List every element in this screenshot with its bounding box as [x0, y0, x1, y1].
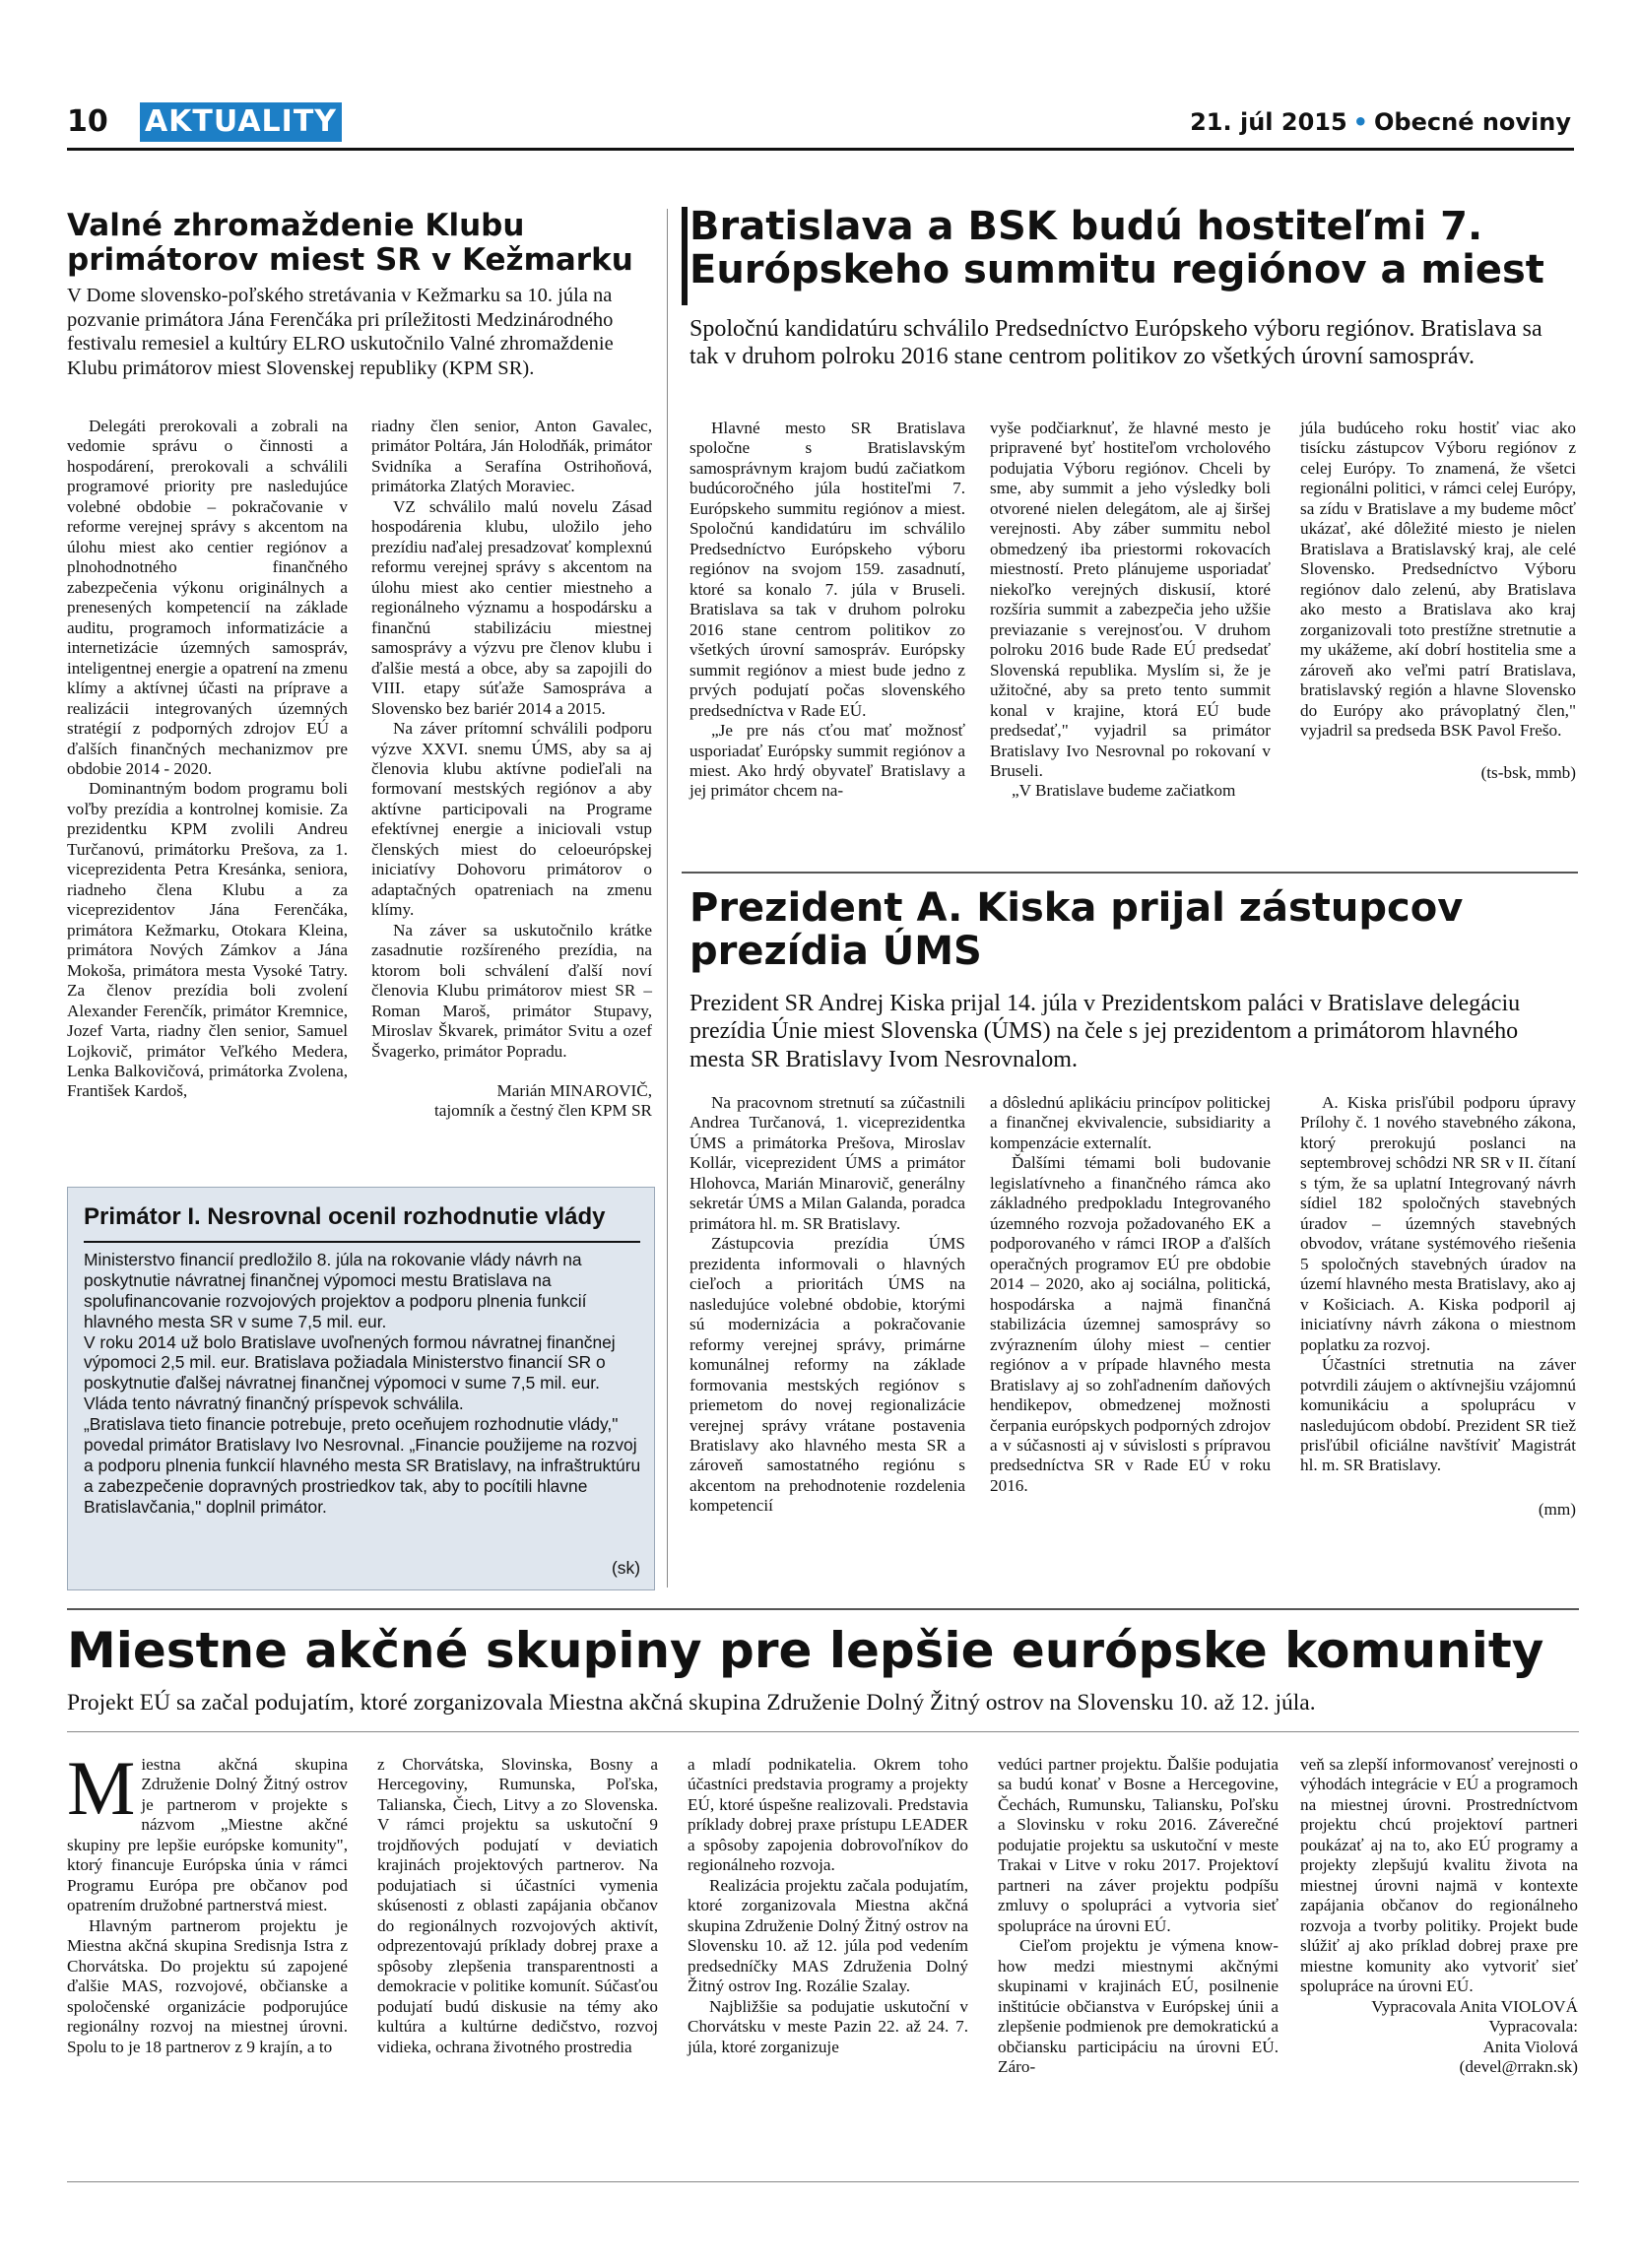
paragraph: riadny člen senior, Anton Gavalec, primátor Poltára, Ján Holodňák, primátor Svidníka a Serafína Ostrihoňová, primátorka Zlatých Moraviec.	[371, 417, 652, 496]
paragraph: Účastníci stretnutia na záver potvrdili záujem o aktívnejšiu vzájomnú komunikáciu a spoluprácu v nasledujúcom období. Prezident SR tiež prisľúbil oficiálne navštíviť Magistrát hl. m. SR Bratislavy.	[1300, 1355, 1576, 1475]
article4-column-4	[998, 1755, 1279, 2078]
article2-title: Bratislava a BSK budú hostiteľmi 7. Európskeho summitu regiónov a miest	[689, 204, 1544, 292]
column-divider	[667, 209, 668, 1588]
article4-column-5	[1300, 1755, 1578, 2078]
article2-signature: (ts-bsk, mmb)	[1480, 762, 1576, 782]
article3-lead: Prezident SR Andrej Kiska prijal 14. júla v Prezidentskom paláci v Bratislave delegáciu prezídia Únie miest Slovenska (ÚMS) na čele s jej prezidentom a primátorom hlavného mesta SR Bratislavy Ivom Nesrovnalom.	[689, 991, 1521, 1072]
info-box	[67, 1187, 655, 1590]
signature-email: (devel@rrakn.sk)	[1459, 2057, 1578, 2077]
article1-column-2	[371, 417, 652, 1122]
paragraph: Realizácia projektu začala podujatím, ktoré zorganizovala Miestna akčná skupina Združenie Dolný Žitný ostrov na Slovensku 10. až 12. júla pod vedením predsedníčky MAS Združenia Dolný Žitný ostrov Ing. Rozálie Szalay.	[688, 1875, 968, 1996]
footer-rule	[67, 2181, 1579, 2182]
paragraph: Zástupcovia prezídia ÚMS prezidenta informovali o hlavných cieľoch a prioritách ÚMS na nasledujúce volebné obdobie, ktorými sú modernizácia a pokračovanie reformy verejnej správy, primárne komunálnej reformy na základe formovania mestských regiónov s priemetom do novej regionalizácie verejnej správy vrátane postavenia Bratislavy ako hlavného mesta SR a zároveň samostatného regiónu s akcentom na prehodnotenie rozdelenia kompetencií	[689, 1234, 965, 1516]
issue-date: 21. júl 2015	[1190, 108, 1347, 136]
paragraph: Na pracovnom stretnutí sa zúčastnili Andrea Turčanová, 1. viceprezidentka ÚMS a primátorka Prešova, Miroslav Kollár, viceprezident ÚMS a primátor Hlohovca, Marián Minarovič, generálny sekretár ÚMS a Milan Galanda, poradca primátora hl. m. SR Bratislavy.	[689, 1093, 965, 1233]
article4-column-1	[67, 1745, 348, 2057]
article3-title: Prezident A. Kiska prijal zástupcov prezídia ÚMS	[689, 885, 1464, 974]
article1-title: Valné zhromaždenie Klubu primátorov miest SR v Kežmarku	[67, 208, 633, 278]
article4-title: Miestne akčné skupiny pre lepšie európske komunity	[67, 1622, 1544, 1679]
paragraph: a mladí podnikatelia. Okrem toho účastníci predstavia programy a projekty EÚ, ktoré úspešne realizovali. Predstavia príklady dobrej praxe prístupu LEADER a spôsoby zapojenia dobrovoľníkov do regionálneho rozvoja.	[688, 1755, 968, 1875]
paragraph: Na záver sa uskutočnilo krátke zasadnutie rozšíreného prezídia, na ktorom boli schválení ďalší noví členovia Klubu primátorov miest SR – Roman Maroš, primátor Stupavy, Miroslav Škvarek, primátor Svitu a ozef Švagerko, primátor Popradu.	[371, 920, 652, 1061]
paragraph: Na záver prítomní schválili podporu výzve XXVI. snemu ÚMS, aby sa aj členovia klubu aktívne podieľali na formovaní mestských regiónov a aby aktívne participovali na Programe efektívnej energie a iniciovali vstup členských miest do celoeurópskej iniciatívy Dohovoru primátorov o adaptačných opatreniach na zmenu klímy.	[371, 719, 652, 920]
article2-column-2	[990, 419, 1271, 802]
signature-title: tajomník a čestný člen KPM SR	[433, 1101, 652, 1121]
paragraph: a dôslednú aplikáciu princípov politickej a finančnej ekvivalencie, subsidiarity a kompenzácie externalít.	[990, 1093, 1271, 1152]
paragraph: VZ schválilo malú novelu Zásad hospodárenia klubu, uložilo jeho prezídiu naďalej presadzovať komplexnú reformu verejnej správy s akcentom na úlohu miest ako centier miestneho a regionálneho významu a hospodársku a finančnú stabilizáciu miestnej samosprávy a výzvu pre členov klubu i ďalšie mestá a obce, aby sa zapojili do VIII. etapy súťaže Samospráva a Slovensko bez bariér 2014 a 2015.	[371, 496, 652, 718]
signature-name: Marián MINAROVIČ,	[496, 1081, 652, 1100]
article4-column-3	[688, 1755, 968, 2057]
paragraph: júla budúceho roku hostiť viac ako tisícku zástupcov Výboru regiónov z celej Európy. To znamená, že všetci regionálni politici, v rámci celej Európy, sa zídu v Bratislave a my budeme môcť ukázať, aké dôležité miesto je nielen Bratislava a Bratislavský kraj, ale celé Slovensko. Predsedníctvo Výboru regiónov dalo zelenú, aby Bratislava ako mesto a Bratislava ako kraj zorganizovali toto prestížne stretnutie a my ukážeme, akí dobrí hostitelia sme a zároveň ako veľmi patrí Bratislava, bratislavský región a hlavne Slovensko do Európy ako právoplatný člen," vyjadril sa predseda BSK Pavol Frešo.	[1300, 419, 1576, 741]
signature-line: Vypracovala:	[1488, 2017, 1578, 2037]
info-box-body	[84, 1250, 645, 1517]
article4-rule	[67, 1731, 1579, 1732]
article3-column-3	[1300, 1093, 1576, 1520]
paragraph	[67, 1745, 348, 1916]
signature-line: Vypracovala Anita VIOLOVÁ	[1371, 1996, 1578, 2016]
paragraph: V roku 2014 už bolo Bratislave uvoľnených formou návratnej finančnej výpomoci 2,5 mil. eur. Bratislava požiadala Ministerstvo financií SR o poskytnutie ďalšej návratnej finančnej výpomoci v sume 7,5 mil. eur. Vláda tento návratný finančný príspevok schválila.	[84, 1331, 616, 1414]
paragraph: Delegáti prerokovali a zobrali na vedomie správu o činnosti a hospodárení, prerokovali a schválili programové priority pre nasledujúce volebné obdobie – pokračovanie v reforme verejnej správy s akcentom na úlohu miest ako centier regiónov a plnohodnotného finančného zabezpečenia výkonu originálnych a prenesených kompetencií na základe auditu, programoch informatizácie a internetizácie územných samospráv, inteligentnej energie a opatrení na zmenu klímy a aktívnej účasti na príprave a realizácii integrovaných územných stratégií z podporných zdrojov EÚ a ďalších finančných mechanizmov pre obdobie 2014 - 2020.	[67, 417, 348, 778]
paragraph: vyše podčiarknuť, že hlavné mesto je pripravené byť hostiteľom vrcholového podujatia Výboru regiónov. Chceli by sme, aby summit a jeho výsledky boli otvorené nielen delegátom, ale aj širšej verejnosti. Aby záber summitu nebol obmedzený iba priestormi rokovacích miestností. Preto plánujeme usporiadať niekoľko verejných diskusií, ktoré rozšíria summit a zabezpečia jeho užšie previazanie s verejnosťou. V druhom polroku 2016 bude Rade EÚ predsedať Slovenská republika. Myslím si, že je užitočné, aby sa preto tento summit konal v krajine, ktorá EÚ bude predsedať," vyjadril sa primátor Bratislavy Ivo Nesrovnal po rokovaní v Bruseli.	[990, 419, 1271, 780]
info-box-title: Primátor I. Nesrovnal ocenil rozhodnutie vlády	[84, 1203, 606, 1230]
article4-column-2	[377, 1755, 658, 2057]
publication-name: Obecné noviny	[1374, 108, 1571, 136]
paragraph: Najbližšie sa podujatie uskutoční v Chorvátsku v meste Pazin 22. až 24. 7. júla, ktoré zorganizuje	[688, 1996, 968, 2056]
article2-lead: Spoločnú kandidatúru schválilo Predsedníctvo Európskeho výboru regiónov. Bratislava sa tak v druhom polroku 2016 stane centrom politikov zo všetkých úrovní samospráv.	[689, 316, 1542, 370]
paragraph: Hlavné mesto SR Bratislava spoločne s Bratislavským samosprávnym krajom budú začiatkom budúcoročného júla hostiteľmi 7. Európskeho summitu regiónov a miest. Spoločnú kandidatúru im schválilo Predsedníctvo Európskeho výboru regiónov na svojom 159. zasadnutí, ktoré sa konalo 7. júla v Bruseli. Bratislava sa tak v druhom polroku 2016 stane centrom politikov zo všetkých úrovní samospráv. Európsky summit regiónov a miest bude jedno z prvých podujatí počas slovenského predsedníctva v Rade EÚ.	[689, 419, 965, 720]
article2-rule	[682, 207, 688, 305]
paragraph: Ďalšími témami boli budovanie legislatívneho a finančného rámca ako základného predpokladu Integrovaného územného rozvoja požadovaného EK a podporovaného v rámci IROP a ďalších operačných programov EÚ pre obdobie 2014 – 2020, ako aj sociálna, politická, hospodárska a najmä finančná stabilizácia územnej samosprávy so zvýraznením úlohy miest – centier regiónov a v prípade hlavného mesta Bratislavy aj so zohľadnením daňových hendikepov, obmedzenej možnosti čerpania európskych podporných zdrojov a v súčasnosti aj v súvislosti s prípravou predsedníctva SR v Rade EÚ v roku 2016.	[990, 1153, 1271, 1495]
article2-column-3	[1300, 419, 1576, 783]
article3-signature: (mm)	[1538, 1499, 1576, 1519]
header-rule	[67, 148, 1574, 151]
paragraph-text: iestna akčná skupina Združenie Dolný Žitný ostrov je partnerom v projekte s názvom „Miestne akčné skupiny pre lepšie európske komunity", ktorý financuje Európska únia v rámci Programu Európa pre občanov pod opatrením družobné partnerstvá miest.	[67, 1755, 348, 1915]
page-number: 10	[67, 104, 108, 139]
signature-line: Anita Violová	[1482, 2037, 1578, 2056]
paragraph: „Bratislava tieto financie potrebuje, preto oceňujem rozhodnutie vlády," povedal primátor Bratislavy Ivo Nesrovnal. „Financie použijeme na rozvoj a podporu plnenia funkcií hlavného mesta SR Bratislavy, na infraštruktúru a zabezpečenie dopravných prostriedkov tak, aby to pocítili hlavne Bratislavčania," doplnil primátor.	[84, 1414, 641, 1517]
paragraph: „Je pre nás cťou mať možnosť usporiadať Európsky summit regiónov a miest. Ako hrdý obyvateľ Bratislavy a jej primátor chcem na-	[689, 721, 965, 801]
paragraph: A. Kiska prisľúbil podporu úpravy Prílohy č. 1 nového stavebného zákona, ktorý prerokujú poslanci na septembrovej schôdzi NR SR v II. čítaní s tým, že sa uplatní Integrovaný návrh sídiel 182 spoločných stavebných úradov – územných stavebných obvodov, vrátane systémového riešenia 5 spoločných stavebných úradov na území hlavného mesta Bratislavy, ako aj v Košiciach. A. Kiska podporil aj iniciatívny návrh zákona o miestnom poplatku za rozvoj.	[1300, 1093, 1576, 1354]
paragraph: z Chorvátska, Slovinska, Bosny a Hercegoviny, Rumunska, Poľska, Talianska, Čiech, Litvy a zo Slovenska. V rámci projektu sa uskutoční 9 trojdňových podujatí v deviatich krajinách projektových partnerov. Na podujatiach si účastníci vymenia skúsenosti z oblasti zapájania občanov do regionálnych rozvojových aktivít, odprezentovajú príklady dobrej praxe a spôsoby zlepšenia transparentnosti a demokracie v politike komunít. Súčasťou podujatí budú diskusie na témy ako kultúra a kultúrne dedičstvo, rozvoj vidieka, ochrana životného prostredia	[377, 1755, 658, 2056]
section-rule	[67, 1608, 1579, 1610]
bullet-separator: •	[1352, 108, 1369, 136]
article3-column-1	[689, 1093, 965, 1517]
paragraph: Dominantným bodom programu boli voľby prezídia a kontrolnej komisie. Za prezidentku KPM zvolili Andreu Turčanovú, primátorku Prešova, za 1. viceprezidenta Petra Kresánka, seniora, riadneho člena Klubu a za viceprezidentov Jána Ferenčáka, primátora Kežmarku, Otokara Kleina, primátora Nových Zámkov a Jána Mokoša, primátora mesta Vysoké Tatry. Za členov prezídia boli zvolení Alexander Ferenčík, primátor Kremnice, Jozef Varta, riadny člen senior, Samuel Lojkovič, primátor Veľkého Medera, Lenka Balkovičová, primátorka Zvolena, František Kardoš,	[67, 779, 348, 1101]
article3-column-2	[990, 1093, 1271, 1496]
section-label: AKTUALITY	[140, 102, 342, 142]
info-box-rule	[84, 1241, 640, 1243]
paragraph: Cieľom projektu je výmena know-how medzi miestnymi akčnými skupinami v krajinách EÚ, posilnenie inštitúcie občianstva v Európskej únii a zlepšenie podmienok pre demokratickú a občiansku participáciu na úrovni EÚ. Záro-	[998, 1936, 1279, 2077]
article1-column-1	[67, 417, 348, 1102]
article2-column-1	[689, 419, 965, 802]
info-box-signature: (sk)	[612, 1558, 640, 1578]
article1-lead: V Dome slovensko-poľského stretávania v Kežmarku sa 10. júla na pozvanie primátora Jána Ferenčáka pri príležitosti Medzinárodného festivalu remesiel a kultúry ELRO uskutočnilo Valné zhromaždenie Klubu primátorov miest Slovenskej republiky (KPM SR).	[67, 285, 614, 379]
article4-lead: Projekt EÚ sa začal podujatím, ktoré zorganizovala Miestna akčná skupina Združenie Dolný Žitný ostrov na Slovensku 10. až 12. júla.	[67, 1690, 1316, 1716]
paragraph: Hlavným partnerom projektu je Miestna akčná skupina Sredisnja Istra z Chorvátska. Do projektu sú zapojené ďalšie MAS, rozvojové, občianske a spoločenské organizácie podporujúce regionálny rozvoj na miestnej úrovni. Spolu to je 18 partnerov z 9 krajín, a to	[67, 1915, 348, 2056]
article2-bottom-rule	[682, 872, 1578, 874]
issue-date-line	[1190, 108, 1571, 136]
paragraph: Ministerstvo financií predložilo 8. júla na rokovanie vlády návrh na poskytnutie návratnej finančnej výpomoci mestu Bratislava na spolufinancovanie rozvojových projektov a podporu plnenia funkcií hlavného mesta SR v sume 7,5 mil. eur.	[84, 1250, 587, 1331]
drop-cap: M	[67, 1745, 136, 1831]
paragraph: vedúci partner projektu. Ďalšie podujatia sa budú konať v Bosne a Hercegovine, Čechách, Rumunsku, Taliansku, Poľsku a Slovinsku v roku 2016. Záverečné podujatie projektu sa uskutoční v meste Trakai v Litve v roku 2017. Projektoví partneri na záver projektu podpíšu zmluvy o spolupráci a vytvoria sieť spolupráce na úrovni EÚ.	[998, 1755, 1279, 1935]
paragraph: veň sa zlepší informovanosť verejnosti o výhodách integrácie v EÚ a programoch na miestnej úrovni. Prostredníctvom projektu chcú projektoví partneri poukázať aj na to, ako EÚ programy a projekty zlepšujú kvalitu života na miestnej úrovni najmä v kontexte zapájania občanov do regionálneho rozvoja a tvorby politiky. Projekt bude slúžiť aj ako príklad dobrej praxe pre miestne komunity ako vytvoriť sieť spolupráce na úrovni EÚ.	[1300, 1755, 1578, 1996]
paragraph: „V Bratislave budeme začiatkom	[1012, 781, 1236, 801]
